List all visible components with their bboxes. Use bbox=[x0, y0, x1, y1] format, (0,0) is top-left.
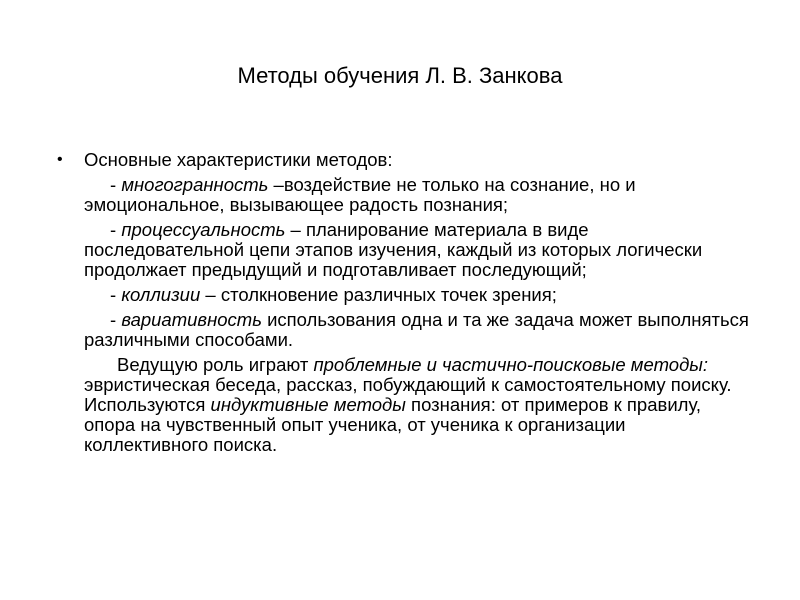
item-text: – столкновение различных точек зрения; bbox=[200, 284, 557, 305]
paragraph-text: Ведущую роль играют bbox=[117, 354, 314, 375]
slide-content bbox=[52, 150, 752, 455]
characteristic-item bbox=[52, 285, 752, 305]
paragraph-italic: индуктивные методы bbox=[210, 394, 406, 415]
characteristic-item bbox=[52, 175, 752, 215]
slide-title: Методы обучения Л. В. Занкова bbox=[237, 63, 563, 88]
item-term: процессуальность bbox=[121, 219, 286, 240]
item-text: использования одна и та же задача может выполняться различными способами. bbox=[84, 309, 749, 350]
bullet-icon: • bbox=[57, 151, 63, 168]
methods-paragraph bbox=[52, 355, 752, 455]
paragraph-italic: проблемные и частично-поисковые методы: bbox=[313, 354, 709, 375]
item-text: – планирование материала в виде последовательной цепи этапов изучения, каждый из которых логически продолжает предыдущий и подготавливает последующий; bbox=[84, 219, 703, 280]
item-prefix: - bbox=[110, 219, 122, 240]
item-prefix: - bbox=[110, 284, 122, 305]
item-prefix: - bbox=[110, 174, 122, 195]
characteristic-item bbox=[52, 220, 752, 280]
paragraph-text: познания: от примеров к правилу, опора на чувственный опыт ученика, от ученика к организации коллективного поиска. bbox=[84, 394, 701, 455]
bullet-heading: Основные характеристики методов: bbox=[84, 149, 393, 170]
item-text: –воздействие не только на сознание, но и эмоциональное, вызывающее радость познания; bbox=[84, 174, 636, 215]
item-term: коллизии bbox=[121, 284, 201, 305]
item-term: многогранность bbox=[121, 174, 269, 195]
item-term: вариативность bbox=[121, 309, 262, 330]
bullet-item bbox=[52, 150, 752, 170]
item-prefix: - bbox=[110, 309, 122, 330]
characteristic-item bbox=[52, 310, 752, 350]
paragraph-text: эвристическая беседа, рассказ, побуждающий к самостоятельному поиску. Используются bbox=[84, 374, 732, 415]
